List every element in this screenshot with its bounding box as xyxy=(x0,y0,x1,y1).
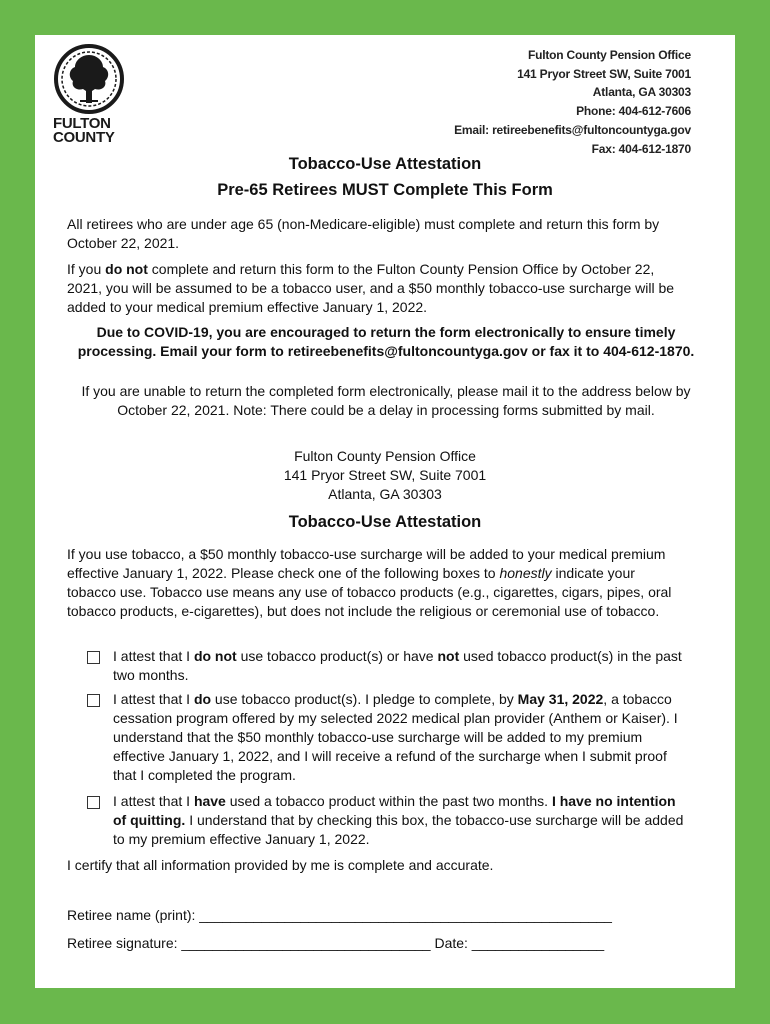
text-run: used a tobacco product within the past two months. xyxy=(225,793,552,809)
option-non-user xyxy=(87,647,687,685)
text-run: used tobacco product(s) in the past two months. xyxy=(113,648,682,683)
text-run: use tobacco product(s) or have xyxy=(236,648,438,664)
office-phone: Phone: 404-612-7606 xyxy=(576,104,691,119)
text-run: use tobacco product(s). I pledge to complete, by xyxy=(211,691,518,707)
covid-notice: Due to COVID-19, you are encouraged to return the form electronically to ensure timely processing. Email your form to retireebenefits@fultoncountyga.gov or fax it to 404-612-1870. xyxy=(77,324,695,359)
logo-text-line-2: COUNTY xyxy=(53,129,115,146)
deadline-paragraph xyxy=(67,260,687,317)
mail-instructions: If you are unable to return the completed form electronically, please mail it to the address below by October 22, 2021. Note: There could be a delay in processing forms submitted by mail. xyxy=(81,383,691,418)
emphasis-text: not xyxy=(437,648,460,664)
form-title: Tobacco-Use Attestation xyxy=(288,155,482,173)
option-label xyxy=(113,690,687,785)
emphasis-text: May 31, 2022 xyxy=(517,691,604,707)
signature-date-row xyxy=(67,935,604,951)
user-quitting-checkbox[interactable] xyxy=(87,694,100,707)
non-user-checkbox[interactable] xyxy=(87,651,100,664)
retiree-signature-field[interactable]: Retiree signature: ________________________________ xyxy=(67,935,431,951)
eligibility-paragraph: All retirees who are under age 65 (non-Medicare-eligible) must complete and return this form by October 22, 2021. xyxy=(67,216,660,251)
user-not-quitting-checkbox[interactable] xyxy=(87,796,100,809)
option-label xyxy=(113,647,687,685)
office-contact-block xyxy=(454,46,691,158)
option-user-not-quitting xyxy=(87,792,687,849)
tree-icon xyxy=(53,43,125,115)
fulton-county-logo xyxy=(53,43,129,145)
text-run: I understand that by checking this box, the tobacco-use surcharge will be added to my premium effective January 1, 2022. xyxy=(113,812,684,847)
option-label xyxy=(113,792,687,849)
emphasis-text: do not xyxy=(193,648,237,664)
office-name: Fulton County Pension Office xyxy=(527,48,691,62)
certification-statement: I certify that all information provided by me is complete and accurate. xyxy=(67,857,494,873)
text-run: indicate your tobacco use. Tobacco use means any use of tobacco products (e.g., cigarettes, cigars, pipes, oral tobacco products, e-cigarettes), but does not include the religious or ceremonial use of tobacco. xyxy=(67,565,672,619)
text-run: If you xyxy=(67,261,106,277)
text-run: , a tobacco cessation program offered by my selected 2022 medical plan provider (Anthem or Kaiser). I understand that the $50 monthly tobacco-use surcharge will be added to my premium effective January 1, 2022, and I will receive a refund of the surcharge when I submit proof that I completed the program. xyxy=(113,691,678,783)
text-run: I attest that I xyxy=(113,648,194,664)
office-city: Atlanta, GA 30303 xyxy=(592,85,691,100)
office-fax: Fax: 404-612-1870 xyxy=(591,141,691,156)
emphasis-text: have xyxy=(193,793,226,809)
date-field[interactable]: Date: _________________ xyxy=(430,935,605,951)
form-subtitle: Pre-65 Retirees MUST Complete This Form xyxy=(217,181,553,199)
italic-text: honestly xyxy=(499,565,552,581)
emphasis-text: do not xyxy=(105,261,148,277)
logo-text-line-1: FULTON xyxy=(53,115,111,132)
emphasis-text: I have no intention of quitting. xyxy=(113,793,676,828)
text-run: complete and return this form to the Fulton County Pension Office by October 22, 2021, you will be assumed to be a tobacco user, and a $50 monthly tobacco-use surcharge will be added to your medical premium effective January 1, 2022. xyxy=(67,261,675,315)
office-email: Email: retireebenefits@fultoncountyga.gov xyxy=(454,122,691,137)
mailing-address xyxy=(35,447,735,504)
office-street: 141 Pryor Street SW, Suite 7001 xyxy=(517,66,691,81)
emphasis-text: do xyxy=(193,691,212,707)
option-user-quitting xyxy=(87,690,687,785)
retiree-name-field[interactable]: Retiree name (print): _____________________________________________________ xyxy=(67,907,612,923)
form-page xyxy=(35,35,735,988)
address-line-2: 141 Pryor Street SW, Suite 7001 xyxy=(283,467,487,483)
address-line-1: Fulton County Pension Office xyxy=(294,448,476,464)
address-line-3: Atlanta, GA 30303 xyxy=(328,486,442,502)
text-run: If you use tobacco, a $50 monthly tobacco-use surcharge will be added to your medical premium effective January 1, 2022. Please check one of the following boxes to xyxy=(67,546,666,581)
surcharge-paragraph xyxy=(67,545,685,621)
text-run: I attest that I xyxy=(113,793,194,809)
section-title: Tobacco-Use Attestation xyxy=(288,513,482,531)
text-run: I attest that I xyxy=(113,691,194,707)
